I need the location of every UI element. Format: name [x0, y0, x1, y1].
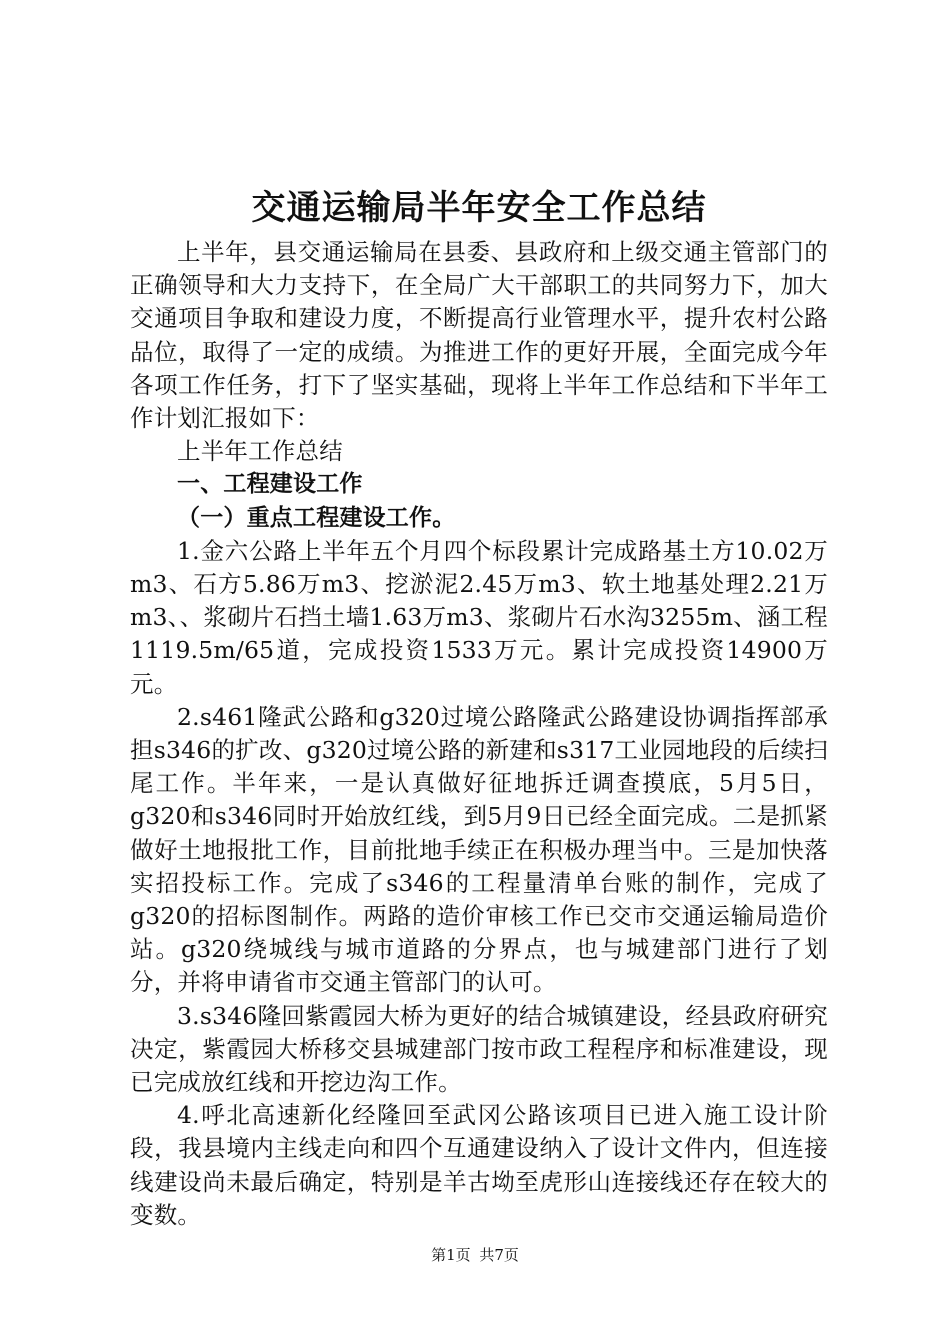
- document-body: [130, 236, 828, 1232]
- item-paragraph-3: 3.s346隆回紫霞园大桥为更好的结合城镇建设，经县政府研究决定，紫霞园大桥移交县城建部门按市政工程程序和标准建设，现已完成放红线和开挖边沟工作。: [130, 1001, 828, 1097]
- section-label: 上半年工作总结: [177, 437, 343, 466]
- page-footer: [0, 1243, 950, 1267]
- page-number: 第1页: [431, 1246, 471, 1264]
- item-paragraph-2: 2.s461隆武公路和g320过境公路隆武公路建设协调指挥部承担s346的扩改、g320过境公路的新建和s317工业园地段的后续扫尾工作。半年来，一是认真做好征地拆迁调查摸底，5月5日，g320和s346同时开始放红线，到5月9日已经全面完成。二是抓紧做好土地报批工作，目前批地手续正在积极办理当中。三是加快落实招投标工作。完成了s346的工程量清单台账的制作，完成了g320的招标图制作。两路的造价审核工作已交市交通运输局造价站。g320绕城线与城市道路的分界点，也与城建部门进行了划分，并将申请省市交通主管部门的认可。: [130, 702, 828, 997]
- item-paragraph-1: 1.金六公路上半年五个月四个标段累计完成路基土方10.02万m3、石方5.86万m3、挖淤泥2.45万m3、软土地基处理2.21万m3、、浆砌片石挡土墙1.63万m3、浆砌片石水沟3255m、涵工程1119.5m/65道，完成投资1533万元。累计完成投资14900万元。: [130, 536, 828, 698]
- section-heading: 一、工程建设工作: [177, 471, 363, 498]
- intro-paragraph: 上半年，县交通运输局在县委、县政府和上级交通主管部门的正确领导和大力支持下，在全局广大干部职工的共同努力下，加大交通项目争取和建设力度，不断提高行业管理水平，提升农村公路品位，取得了一定的成绩。为推进工作的更好开展，全面完成今年各项工作任务，打下了坚实基础，现将上半年工作总结和下半年工作计划汇报如下：: [130, 238, 828, 433]
- page-total: 共7页: [479, 1246, 519, 1264]
- document-title: 交通运输局半年安全工作总结: [251, 188, 707, 228]
- item-paragraph-4: 4.呼北高速新化经隆回至武冈公路该项目已进入施工设计阶段，我县境内主线走向和四个互通建设纳入了设计文件内，但连接线建设尚未最后确定，特别是羊古坳至虎形山连接线还存在较大的变数。: [130, 1101, 828, 1229]
- subsection-heading: （一）重点工程建设工作。: [177, 504, 456, 531]
